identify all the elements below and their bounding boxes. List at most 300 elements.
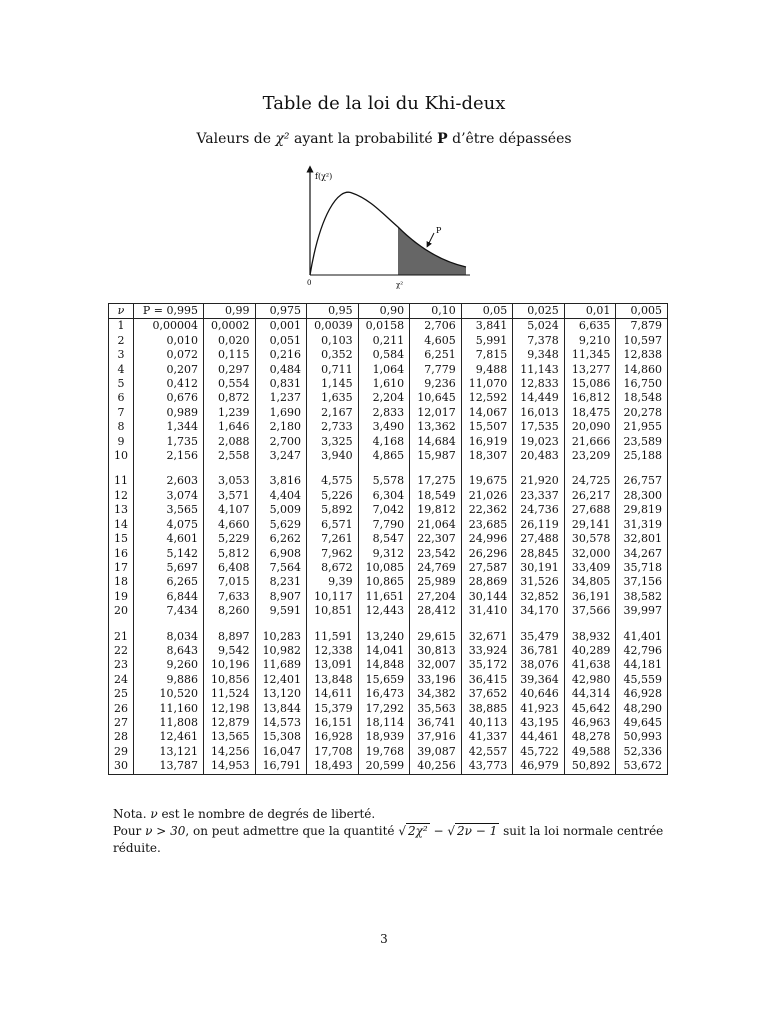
value-cell: 38,885 <box>461 702 513 716</box>
value-cell: 2,558 <box>203 449 255 463</box>
value-cell: 15,379 <box>307 702 359 716</box>
value-cell: 2,088 <box>203 435 255 449</box>
nu-cell: 11 <box>109 474 134 488</box>
value-cell: 33,196 <box>410 673 462 687</box>
value-cell: 40,256 <box>410 759 462 774</box>
value-cell: 2,603 <box>134 474 204 488</box>
value-cell: 6,262 <box>255 532 307 546</box>
value-cell: 15,987 <box>410 449 462 463</box>
value-cell: 7,378 <box>513 334 565 348</box>
value-cell: 41,337 <box>461 730 513 744</box>
note2-prefix: Pour <box>113 824 146 838</box>
header-p-6: 0,05 <box>461 304 513 319</box>
value-cell: 4,575 <box>307 474 359 488</box>
value-cell: 39,997 <box>616 604 668 618</box>
value-cell: 21,026 <box>461 489 513 503</box>
density-plot <box>300 165 480 293</box>
value-cell: 38,932 <box>564 630 616 644</box>
value-cell: 12,198 <box>203 702 255 716</box>
value-cell: 20,599 <box>358 759 410 774</box>
value-cell: 8,907 <box>255 590 307 604</box>
value-cell: 7,790 <box>358 518 410 532</box>
table-row <box>109 759 668 774</box>
value-cell: 6,571 <box>307 518 359 532</box>
value-cell: 1,646 <box>203 420 255 434</box>
table-row <box>109 561 668 575</box>
notes <box>113 806 713 857</box>
page-subtitle <box>0 131 768 147</box>
origin-label: 0 <box>307 279 312 287</box>
subtitle-before: Valeurs de <box>196 131 276 147</box>
nu-cell: 1 <box>109 319 134 334</box>
nu-cell: 28 <box>109 730 134 744</box>
value-cell: 11,524 <box>203 687 255 701</box>
value-cell: 0,412 <box>134 377 204 391</box>
value-cell: 9,210 <box>564 334 616 348</box>
value-cell: 9,348 <box>513 348 565 362</box>
value-cell: 48,290 <box>616 702 668 716</box>
sqrt-term-1: √ 2χ² <box>398 824 428 838</box>
value-cell: 34,805 <box>564 575 616 589</box>
value-cell: 31,410 <box>461 604 513 618</box>
spacer-cell <box>203 463 255 474</box>
spacer-cell <box>255 619 307 630</box>
spacer-cell <box>358 619 410 630</box>
value-cell: 21,064 <box>410 518 462 532</box>
value-cell: 25,989 <box>410 575 462 589</box>
note2-rest: suit la loi normale centrée réduite. <box>113 824 664 855</box>
value-cell: 0,001 <box>255 319 307 334</box>
area-pointer <box>428 233 434 245</box>
value-cell: 3,571 <box>203 489 255 503</box>
value-cell: 3,490 <box>358 420 410 434</box>
value-cell: 7,042 <box>358 503 410 517</box>
value-cell: 4,660 <box>203 518 255 532</box>
spacer-cell <box>564 463 616 474</box>
value-cell: 3,325 <box>307 435 359 449</box>
value-cell: 20,090 <box>564 420 616 434</box>
value-cell: 18,939 <box>358 730 410 744</box>
value-cell: 0,352 <box>307 348 359 362</box>
table-row <box>109 406 668 420</box>
value-cell: 0,711 <box>307 363 359 377</box>
value-cell: 1,064 <box>358 363 410 377</box>
nu-cell: 25 <box>109 687 134 701</box>
value-cell: 35,479 <box>513 630 565 644</box>
value-cell: 5,697 <box>134 561 204 575</box>
nu-cell: 23 <box>109 658 134 672</box>
value-cell: 6,265 <box>134 575 204 589</box>
value-cell: 46,928 <box>616 687 668 701</box>
value-cell: 30,578 <box>564 532 616 546</box>
value-cell: 23,209 <box>564 449 616 463</box>
value-cell: 10,085 <box>358 561 410 575</box>
value-cell: 16,151 <box>307 716 359 730</box>
group-spacer <box>109 463 668 474</box>
value-cell: 0,676 <box>134 391 204 405</box>
value-cell: 18,114 <box>358 716 410 730</box>
value-cell: 13,091 <box>307 658 359 672</box>
note-line1-rest: est le nombre de degrés de liberté. <box>157 807 376 821</box>
value-cell: 17,708 <box>307 745 359 759</box>
value-cell: 0,115 <box>203 348 255 362</box>
spacer-cell <box>109 463 134 474</box>
spacer-cell <box>513 619 565 630</box>
value-cell: 3,816 <box>255 474 307 488</box>
value-cell: 24,736 <box>513 503 565 517</box>
spacer-cell <box>134 619 204 630</box>
value-cell: 24,725 <box>564 474 616 488</box>
value-cell: 22,362 <box>461 503 513 517</box>
spacer-cell <box>358 463 410 474</box>
value-cell: 4,605 <box>410 334 462 348</box>
value-cell: 13,565 <box>203 730 255 744</box>
note-line-2 <box>113 823 713 857</box>
value-cell: 7,261 <box>307 532 359 546</box>
value-cell: 45,642 <box>564 702 616 716</box>
value-cell: 41,638 <box>564 658 616 672</box>
table-row <box>109 730 668 744</box>
nu-cell: 5 <box>109 377 134 391</box>
value-cell: 2,706 <box>410 319 462 334</box>
nu-cell: 24 <box>109 673 134 687</box>
value-cell: 21,955 <box>616 420 668 434</box>
chi-square-density-figure <box>300 165 480 293</box>
value-cell: 2,833 <box>358 406 410 420</box>
value-cell: 13,787 <box>134 759 204 774</box>
value-cell: 7,015 <box>203 575 255 589</box>
header-p-7: 0,025 <box>513 304 565 319</box>
value-cell: 7,633 <box>203 590 255 604</box>
table-row <box>109 590 668 604</box>
value-cell: 2,167 <box>307 406 359 420</box>
value-cell: 37,156 <box>616 575 668 589</box>
value-cell: 6,408 <box>203 561 255 575</box>
value-cell: 32,007 <box>410 658 462 672</box>
value-cell: 0,103 <box>307 334 359 348</box>
value-cell: 9,591 <box>255 604 307 618</box>
value-cell: 4,404 <box>255 489 307 503</box>
nu-cell: 2 <box>109 334 134 348</box>
value-cell: 7,434 <box>134 604 204 618</box>
value-cell: 10,982 <box>255 644 307 658</box>
value-cell: 10,865 <box>358 575 410 589</box>
value-cell: 12,461 <box>134 730 204 744</box>
value-cell: 9,542 <box>203 644 255 658</box>
value-cell: 13,120 <box>255 687 307 701</box>
table-row <box>109 334 668 348</box>
value-cell: 4,168 <box>358 435 410 449</box>
value-cell: 0,010 <box>134 334 204 348</box>
nu-cell: 4 <box>109 363 134 377</box>
value-cell: 2,180 <box>255 420 307 434</box>
note2-middle: , on peut admettre que la quantité <box>185 824 399 838</box>
value-cell: 5,991 <box>461 334 513 348</box>
header-p-9: 0,005 <box>616 304 668 319</box>
value-cell: 2,156 <box>134 449 204 463</box>
spacer-cell <box>461 463 513 474</box>
value-cell: 1,145 <box>307 377 359 391</box>
value-cell: 8,643 <box>134 644 204 658</box>
value-cell: 14,953 <box>203 759 255 774</box>
value-cell: 50,993 <box>616 730 668 744</box>
value-cell: 0,216 <box>255 348 307 362</box>
value-cell: 1,237 <box>255 391 307 405</box>
value-cell: 10,520 <box>134 687 204 701</box>
value-cell: 19,768 <box>358 745 410 759</box>
value-cell: 49,588 <box>564 745 616 759</box>
value-cell: 11,345 <box>564 348 616 362</box>
value-cell: 13,277 <box>564 363 616 377</box>
table-row <box>109 673 668 687</box>
value-cell: 2,204 <box>358 391 410 405</box>
value-cell: 14,067 <box>461 406 513 420</box>
value-cell: 22,307 <box>410 532 462 546</box>
value-cell: 13,844 <box>255 702 307 716</box>
group-spacer <box>109 619 668 630</box>
nu-cell: 21 <box>109 630 134 644</box>
value-cell: 15,308 <box>255 730 307 744</box>
nu-cell: 8 <box>109 420 134 434</box>
value-cell: 16,047 <box>255 745 307 759</box>
value-cell: 26,217 <box>564 489 616 503</box>
value-cell: 10,196 <box>203 658 255 672</box>
note2-minus: − <box>429 824 448 838</box>
value-cell: 10,856 <box>203 673 255 687</box>
value-cell: 5,226 <box>307 489 359 503</box>
value-cell: 0,0039 <box>307 319 359 334</box>
value-cell: 4,075 <box>134 518 204 532</box>
value-cell: 4,601 <box>134 532 204 546</box>
nu-cell: 17 <box>109 561 134 575</box>
nu-cell: 9 <box>109 435 134 449</box>
value-cell: 4,107 <box>203 503 255 517</box>
value-cell: 13,362 <box>410 420 462 434</box>
value-cell: 16,791 <box>255 759 307 774</box>
value-cell: 9,312 <box>358 547 410 561</box>
subtitle-after: d’être dépassées <box>447 131 572 147</box>
value-cell: 1,635 <box>307 391 359 405</box>
table-row <box>109 435 668 449</box>
subtitle-symbol: χ² <box>275 131 290 147</box>
value-cell: 30,144 <box>461 590 513 604</box>
header-nu: ν <box>109 304 134 319</box>
value-cell: 7,962 <box>307 547 359 561</box>
value-cell: 31,526 <box>513 575 565 589</box>
spacer-cell <box>564 619 616 630</box>
value-cell: 46,979 <box>513 759 565 774</box>
table-row <box>109 658 668 672</box>
value-cell: 36,415 <box>461 673 513 687</box>
value-cell: 45,559 <box>616 673 668 687</box>
spacer-cell <box>307 619 359 630</box>
value-cell: 6,908 <box>255 547 307 561</box>
value-cell: 19,675 <box>461 474 513 488</box>
value-cell: 36,741 <box>410 716 462 730</box>
spacer-cell <box>616 619 668 630</box>
nu-cell: 20 <box>109 604 134 618</box>
value-cell: 43,195 <box>513 716 565 730</box>
value-cell: 5,812 <box>203 547 255 561</box>
value-cell: 23,589 <box>616 435 668 449</box>
value-cell: 26,757 <box>616 474 668 488</box>
value-cell: 0,989 <box>134 406 204 420</box>
value-cell: 12,443 <box>358 604 410 618</box>
area-label: P <box>436 226 442 235</box>
value-cell: 41,401 <box>616 630 668 644</box>
value-cell: 28,869 <box>461 575 513 589</box>
note-prefix: Nota. <box>113 807 151 821</box>
spacer-cell <box>461 619 513 630</box>
table-row <box>109 630 668 644</box>
value-cell: 26,119 <box>513 518 565 532</box>
value-cell: 34,267 <box>616 547 668 561</box>
radicand-2: 2ν − 1 <box>457 824 498 838</box>
value-cell: 27,488 <box>513 532 565 546</box>
nu-cell: 29 <box>109 745 134 759</box>
value-cell: 0,297 <box>203 363 255 377</box>
value-cell: 11,160 <box>134 702 204 716</box>
nu-cell: 26 <box>109 702 134 716</box>
value-cell: 5,629 <box>255 518 307 532</box>
value-cell: 7,779 <box>410 363 462 377</box>
spacer-cell <box>134 463 204 474</box>
value-cell: 8,897 <box>203 630 255 644</box>
value-cell: 6,251 <box>410 348 462 362</box>
chi-square-table <box>108 303 668 775</box>
value-cell: 33,924 <box>461 644 513 658</box>
value-cell: 0,020 <box>203 334 255 348</box>
value-cell: 5,578 <box>358 474 410 488</box>
spacer-cell <box>410 463 462 474</box>
subtitle-middle: ayant la probabilité <box>289 131 438 147</box>
value-cell: 14,256 <box>203 745 255 759</box>
value-cell: 16,928 <box>307 730 359 744</box>
value-cell: 39,364 <box>513 673 565 687</box>
value-cell: 0,484 <box>255 363 307 377</box>
value-cell: 21,666 <box>564 435 616 449</box>
value-cell: 8,034 <box>134 630 204 644</box>
value-cell: 39,087 <box>410 745 462 759</box>
value-cell: 50,892 <box>564 759 616 774</box>
value-cell: 18,549 <box>410 489 462 503</box>
y-axis-label: f(χ²) <box>315 172 333 181</box>
value-cell: 26,296 <box>461 547 513 561</box>
nu-cell: 3 <box>109 348 134 362</box>
value-cell: 1,610 <box>358 377 410 391</box>
value-cell: 16,473 <box>358 687 410 701</box>
value-cell: 0,584 <box>358 348 410 362</box>
spacer-cell <box>307 463 359 474</box>
value-cell: 29,141 <box>564 518 616 532</box>
value-cell: 10,283 <box>255 630 307 644</box>
table-row <box>109 503 668 517</box>
spacer-cell <box>255 463 307 474</box>
value-cell: 28,412 <box>410 604 462 618</box>
value-cell: 37,916 <box>410 730 462 744</box>
value-cell: 0,0158 <box>358 319 410 334</box>
nu-cell: 13 <box>109 503 134 517</box>
value-cell: 30,813 <box>410 644 462 658</box>
value-cell: 12,879 <box>203 716 255 730</box>
value-cell: 31,319 <box>616 518 668 532</box>
value-cell: 0,00004 <box>134 319 204 334</box>
value-cell: 49,645 <box>616 716 668 730</box>
value-cell: 14,611 <box>307 687 359 701</box>
header-p-4: 0,90 <box>358 304 410 319</box>
value-cell: 0,0002 <box>203 319 255 334</box>
value-cell: 53,672 <box>616 759 668 774</box>
table-row <box>109 319 668 334</box>
note2-condition: ν > 30 <box>145 824 186 838</box>
value-cell: 17,292 <box>358 702 410 716</box>
nu-cell: 6 <box>109 391 134 405</box>
value-cell: 44,314 <box>564 687 616 701</box>
value-cell: 0,207 <box>134 363 204 377</box>
x-mark-label: χ² <box>396 281 404 289</box>
nu-cell: 18 <box>109 575 134 589</box>
spacer-cell <box>109 619 134 630</box>
value-cell: 46,963 <box>564 716 616 730</box>
tail-area <box>398 227 466 275</box>
nu-cell: 16 <box>109 547 134 561</box>
value-cell: 27,204 <box>410 590 462 604</box>
value-cell: 8,547 <box>358 532 410 546</box>
table-row <box>109 644 668 658</box>
value-cell: 0,211 <box>358 334 410 348</box>
value-cell: 15,507 <box>461 420 513 434</box>
value-cell: 37,652 <box>461 687 513 701</box>
value-cell: 9,886 <box>134 673 204 687</box>
value-cell: 6,304 <box>358 489 410 503</box>
spacer-cell <box>203 619 255 630</box>
value-cell: 28,845 <box>513 547 565 561</box>
nu-cell: 14 <box>109 518 134 532</box>
table-row <box>109 377 668 391</box>
table-row <box>109 745 668 759</box>
value-cell: 20,278 <box>616 406 668 420</box>
value-cell: 28,300 <box>616 489 668 503</box>
value-cell: 9,260 <box>134 658 204 672</box>
page-number: 3 <box>380 932 388 946</box>
value-cell: 15,659 <box>358 673 410 687</box>
value-cell: 2,733 <box>307 420 359 434</box>
value-cell: 45,722 <box>513 745 565 759</box>
table-row <box>109 449 668 463</box>
value-cell: 27,587 <box>461 561 513 575</box>
value-cell: 38,076 <box>513 658 565 672</box>
value-cell: 27,688 <box>564 503 616 517</box>
table-row <box>109 518 668 532</box>
value-cell: 18,548 <box>616 391 668 405</box>
value-cell: 16,812 <box>564 391 616 405</box>
value-cell: 11,143 <box>513 363 565 377</box>
value-cell: 12,017 <box>410 406 462 420</box>
value-cell: 17,275 <box>410 474 462 488</box>
value-cell: 52,336 <box>616 745 668 759</box>
value-cell: 12,833 <box>513 377 565 391</box>
value-cell: 42,980 <box>564 673 616 687</box>
value-cell: 17,535 <box>513 420 565 434</box>
header-p-1: 0,99 <box>203 304 255 319</box>
value-cell: 18,493 <box>307 759 359 774</box>
value-cell: 9,236 <box>410 377 462 391</box>
value-cell: 29,615 <box>410 630 462 644</box>
value-cell: 23,337 <box>513 489 565 503</box>
value-cell: 16,013 <box>513 406 565 420</box>
value-cell: 3,841 <box>461 319 513 334</box>
spacer-cell <box>616 463 668 474</box>
